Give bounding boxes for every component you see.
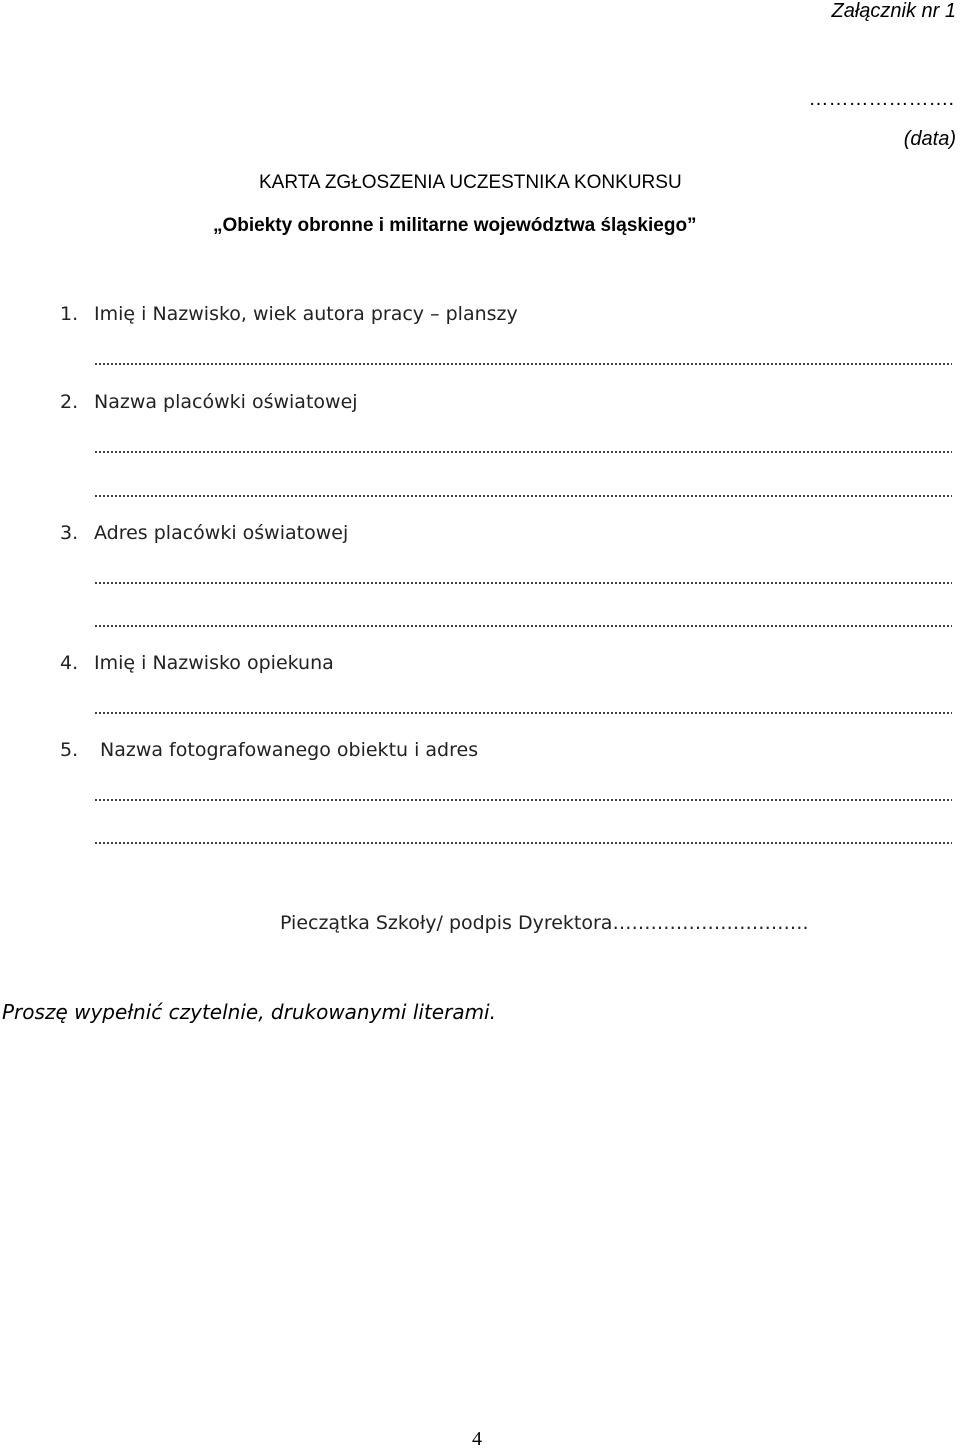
- answer-line-5a[interactable]: [94, 798, 952, 802]
- question-label: Adres placówki oświatowej: [94, 522, 349, 544]
- form-subtitle: „Obiekty obronne i militarne województwa śląskiego”: [213, 215, 697, 236]
- question-label: Imię i Nazwisko opiekuna: [94, 652, 334, 674]
- answer-line-3a[interactable]: [94, 581, 952, 585]
- date-label: (data): [903, 128, 956, 150]
- answer-line-5b[interactable]: [94, 841, 952, 845]
- annex-label: Załącznik nr 1: [831, 0, 956, 22]
- question-label: Nazwa fotografowanego obiektu i adres: [100, 739, 479, 761]
- question-label: Imię i Nazwisko, wiek autora pracy – planszy: [94, 303, 518, 325]
- question-4: [60, 652, 334, 674]
- answer-line-1a[interactable]: [94, 362, 952, 366]
- signature-line[interactable]: Pieczątka Szkoły/ podpis Dyrektora………………………….: [280, 912, 809, 934]
- form-title: KARTA ZGŁOSZENIA UCZESTNIKA KONKURSU: [259, 172, 682, 193]
- question-3: [60, 522, 348, 544]
- answer-line-4a[interactable]: [94, 711, 952, 715]
- question-number: 5.: [60, 739, 79, 761]
- question-2: [60, 391, 358, 413]
- question-number: 3.: [60, 522, 79, 544]
- question-number: 4.: [60, 652, 79, 674]
- question-1: [60, 303, 518, 325]
- instruction-note: Proszę wypełnić czytelnie, drukowanymi literami.: [2, 1000, 496, 1024]
- date-field[interactable]: ………………….: [808, 88, 954, 110]
- answer-line-2a[interactable]: [94, 450, 952, 454]
- question-number: 2.: [60, 391, 79, 413]
- question-5: [60, 739, 478, 761]
- question-label: Nazwa placówki oświatowej: [94, 391, 358, 413]
- answer-line-2b[interactable]: [94, 494, 952, 498]
- page-number: 4: [472, 1428, 482, 1450]
- question-number: 1.: [60, 303, 79, 325]
- answer-line-3b[interactable]: [94, 624, 952, 628]
